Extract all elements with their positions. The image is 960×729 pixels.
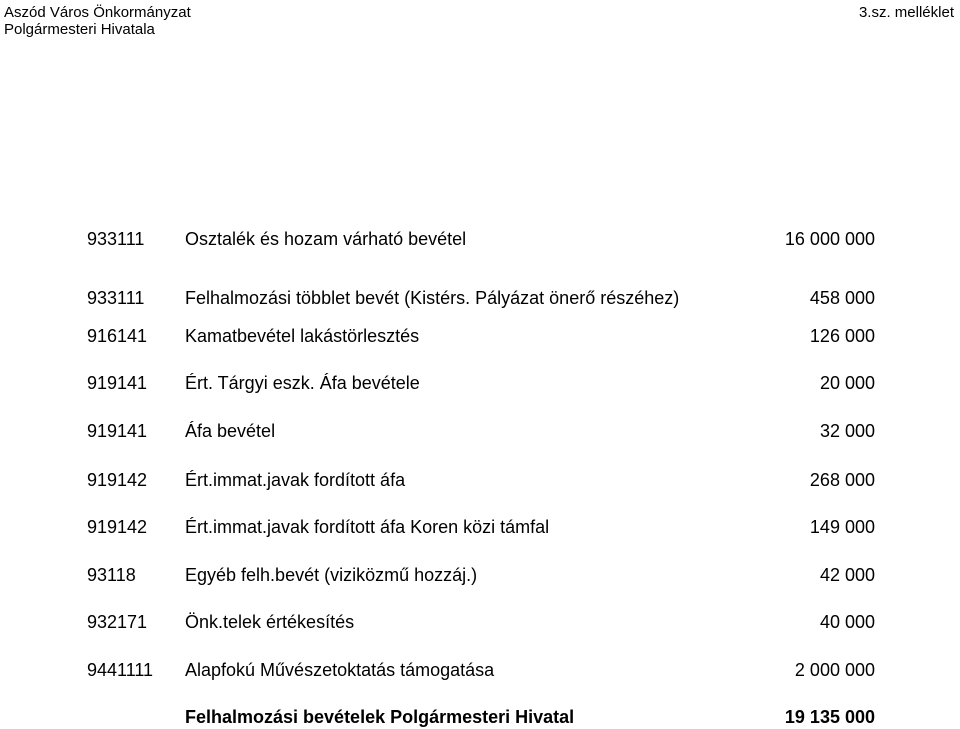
table-row — [0, 658, 960, 682]
table-row — [0, 515, 960, 539]
table-row — [0, 468, 960, 492]
table-row — [0, 563, 960, 587]
table-row — [0, 419, 960, 443]
total-label: Felhalmozási bevételek Polgármesteri Hivatal — [185, 707, 575, 727]
account-code: 919141 — [87, 373, 148, 393]
total-amount: 19 135 000 — [784, 707, 875, 727]
account-code: 933111 — [87, 288, 145, 308]
account-code: 932171 — [87, 612, 148, 632]
total-row — [0, 705, 960, 729]
account-code: 933111 — [87, 229, 145, 249]
item-amount: 149 000 — [809, 517, 875, 537]
table-row — [0, 371, 960, 395]
item-amount: 20 000 — [819, 373, 875, 393]
table-row — [0, 227, 960, 251]
account-code: 919142 — [87, 470, 148, 490]
item-description: Ért.immat.javak fordított áfa Koren közi támfal — [185, 517, 550, 537]
appendix-label: 3.sz. melléklet — [858, 4, 954, 21]
item-description: Áfa bevétel — [185, 421, 276, 441]
office-name: Polgármesteri Hivatala — [4, 21, 155, 38]
account-code: 919141 — [87, 421, 148, 441]
item-description: Ért. Tárgyi eszk. Áfa bevétele — [185, 373, 420, 393]
item-amount: 126 000 — [809, 326, 875, 346]
item-amount: 40 000 — [819, 612, 875, 632]
account-code: 9441111 — [87, 660, 154, 680]
item-amount: 2 000 000 — [794, 660, 875, 680]
item-amount: 268 000 — [809, 470, 875, 490]
item-description: Osztalék és hozam várható bevétel — [185, 229, 467, 249]
item-amount: 32 000 — [819, 421, 875, 441]
organization-name: Aszód Város Önkormányzat — [4, 4, 191, 21]
table-row — [0, 286, 960, 310]
item-description: Önk.telek értékesítés — [185, 612, 355, 632]
item-amount: 458 000 — [809, 288, 875, 308]
table-row — [0, 610, 960, 634]
account-code: 919142 — [87, 517, 148, 537]
item-description: Alapfokú Művészetoktatás támogatása — [185, 660, 495, 680]
organization-header — [4, 4, 191, 38]
account-code: 93118 — [87, 565, 136, 585]
item-description: Kamatbevétel lakástörlesztés — [185, 326, 420, 346]
item-description: Ért.immat.javak fordított áfa — [185, 470, 406, 490]
item-description: Felhalmozási többlet bevét (Kistérs. Pályázat önerő részéhez) — [185, 288, 680, 308]
account-code: 916141 — [87, 326, 148, 346]
item-amount: 16 000 000 — [784, 229, 875, 249]
table-row — [0, 324, 960, 348]
item-description: Egyéb felh.bevét (viziközmű hozzáj.) — [185, 565, 478, 585]
item-amount: 42 000 — [819, 565, 875, 585]
